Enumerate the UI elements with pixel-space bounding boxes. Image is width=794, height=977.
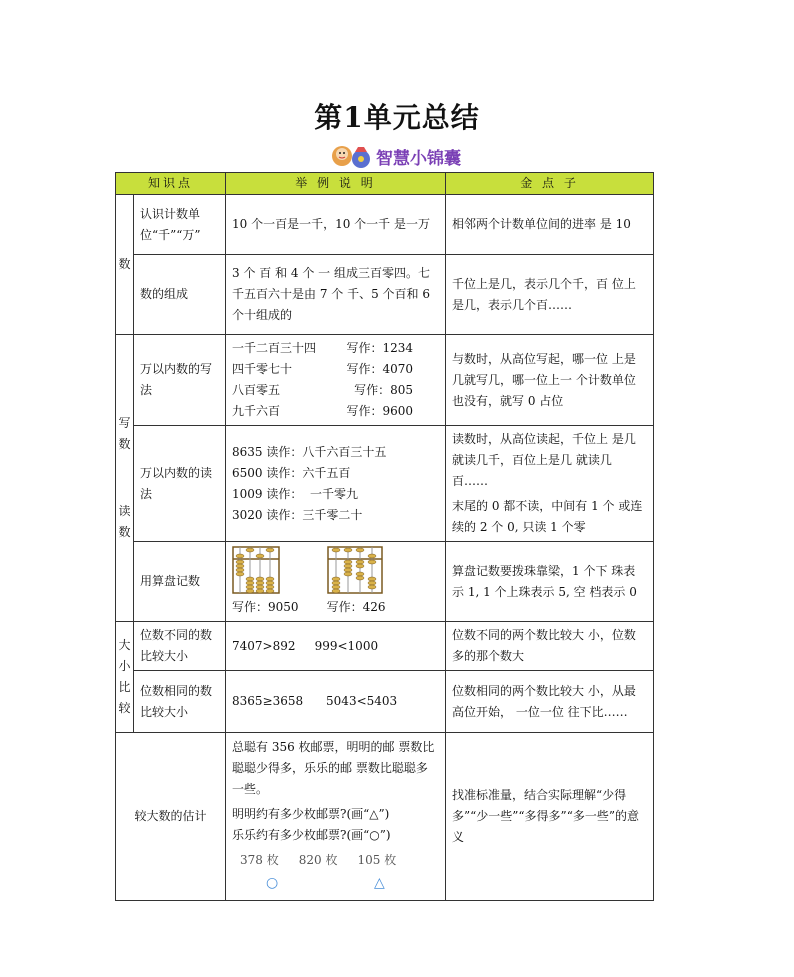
cat-char: 数 (118, 525, 131, 539)
topic-cell: 万以内数的读法 (134, 426, 226, 542)
circle-mark-icon: ○ (266, 875, 279, 892)
read-line: 8635 读作：八千六百三十五 (232, 444, 387, 459)
mascot-illustration-icon (330, 142, 372, 170)
example-cell (226, 335, 446, 426)
read-line: 1009 读作： 一千零九 (232, 486, 358, 501)
estimate-options (232, 850, 439, 871)
write-line: 八百零五 写作：805 (232, 383, 414, 397)
category-compare (116, 622, 134, 733)
tip-cell: 找准标准量，结合实际理解“少得多”“少一些”“多得多”“多一些”的意义 (446, 733, 654, 901)
estimate-text: 总聪有 356 枚邮票，明明的邮 票数比聪聪少得多，乐乐的邮 票数比聪聪多一些。 (232, 740, 435, 797)
cat-char: 数 (118, 437, 131, 451)
tip-cell: 与数时，从高位写起，哪一位 上是几就写几，哪一位上一 个计数单位也没有，就写 0 占位 (446, 335, 654, 426)
tip-cell (446, 426, 654, 542)
example-cell (226, 542, 446, 622)
subtitle-block (330, 141, 461, 171)
col-header-example: 举 例 说 明 (226, 173, 446, 195)
topic-cell: 认识计数单位“千”“万” (134, 195, 226, 255)
abacus-426-icon (327, 545, 383, 595)
example-cell (226, 426, 446, 542)
read-line: 6500 读作：六千五百 (232, 465, 351, 480)
cat-char: 大 (118, 638, 131, 652)
example-cell: 7407>892 999<1000 (226, 622, 446, 671)
subtitle-text: 智慧小锦囊 (376, 148, 461, 169)
table-row (116, 335, 654, 426)
example-cell: 10 个一百是一千，10 个一千 是一万 (226, 195, 446, 255)
table-row (116, 733, 654, 901)
topic-cell: 万以内数的写法 (134, 335, 226, 426)
estimate-question: 乐乐约有多少枚邮票?(画“○”) (232, 828, 391, 843)
option-label: 820 枚 (298, 853, 338, 868)
cat-char: 小 (118, 659, 131, 673)
option-label: 105 枚 (357, 853, 397, 868)
tip-cell: 位数相同的两个数比较大 小，从最高位开始， 一位一位 往下比…… (446, 671, 654, 733)
table-header-row (116, 173, 654, 195)
write-line: 一千二百三十四 写作：1234 (232, 341, 414, 355)
estimate-marks (232, 871, 439, 896)
triangle-mark-icon: △ (374, 875, 385, 892)
tip-cell: 位数不同的两个数比较大 小，位数多的那个数大 (446, 622, 654, 671)
cat-char: 读 (118, 504, 131, 518)
tip-cell: 千位上是几，表示几个千，百 位上是几，表示几个百…… (446, 255, 654, 335)
summary-table (115, 172, 654, 901)
tip-cell: 相邻两个计数单位间的进率 是 10 (446, 195, 654, 255)
write-line: 九千六百 写作：9600 (232, 404, 414, 418)
tip-text: 末尾的 0 都不读，中间有 1 个 或连续的 2 个 0, 只读 1 个零 (452, 499, 643, 534)
col-header-tip: 金 点 子 (446, 173, 654, 195)
abacus-caption: 写作：426 (326, 600, 386, 614)
cat-char: 比 (118, 680, 131, 694)
table-row (116, 255, 654, 335)
option-label: 378 枚 (240, 853, 279, 868)
estimate-question: 明明约有多少枚邮票?(画“△”) (232, 807, 390, 822)
example-cell: 8365≥3658 5043<5403 (226, 671, 446, 733)
example-cell (226, 733, 446, 901)
col-header-topic: 知识点 (116, 173, 226, 195)
page-title: 第1单元总结 (314, 101, 480, 134)
table-row (116, 426, 654, 542)
topic-cell: 位数不同的数比较大小 (134, 622, 226, 671)
tip-cell: 算盘记数要拨珠靠梁，1 个下 珠表示 1, 1 个上珠表示 5, 空 档表示 0 (446, 542, 654, 622)
tip-text: 读数时，从高位读起，千位上 是几就读几千，百位上是几 就读几百…… (452, 432, 636, 488)
table-row (116, 195, 654, 255)
table-row (116, 542, 654, 622)
topic-cell: 用算盘记数 (134, 542, 226, 622)
topic-cell: 数的组成 (134, 255, 226, 335)
cat-char: 较 (118, 701, 131, 715)
write-line: 四千零七十 写作：4070 (232, 362, 414, 376)
table-row (116, 671, 654, 733)
category-write-read (116, 335, 134, 622)
table-row (116, 622, 654, 671)
abacus-caption: 写作：9050 (232, 600, 299, 614)
cat-char: 写 (118, 416, 131, 430)
category-shu: 数 (116, 195, 134, 335)
example-cell: 3 个 百 和 4 个 一 组成三百零四。七千五百六十是由 7 个 千、5 个百和 6 个十组成的 (226, 255, 446, 335)
topic-cell-estimate: 较大数的估计 (116, 733, 226, 901)
read-line: 3020 读作：三千零二十 (232, 507, 363, 522)
topic-cell: 位数相同的数比较大小 (134, 671, 226, 733)
abacus-9050-icon (232, 545, 280, 595)
